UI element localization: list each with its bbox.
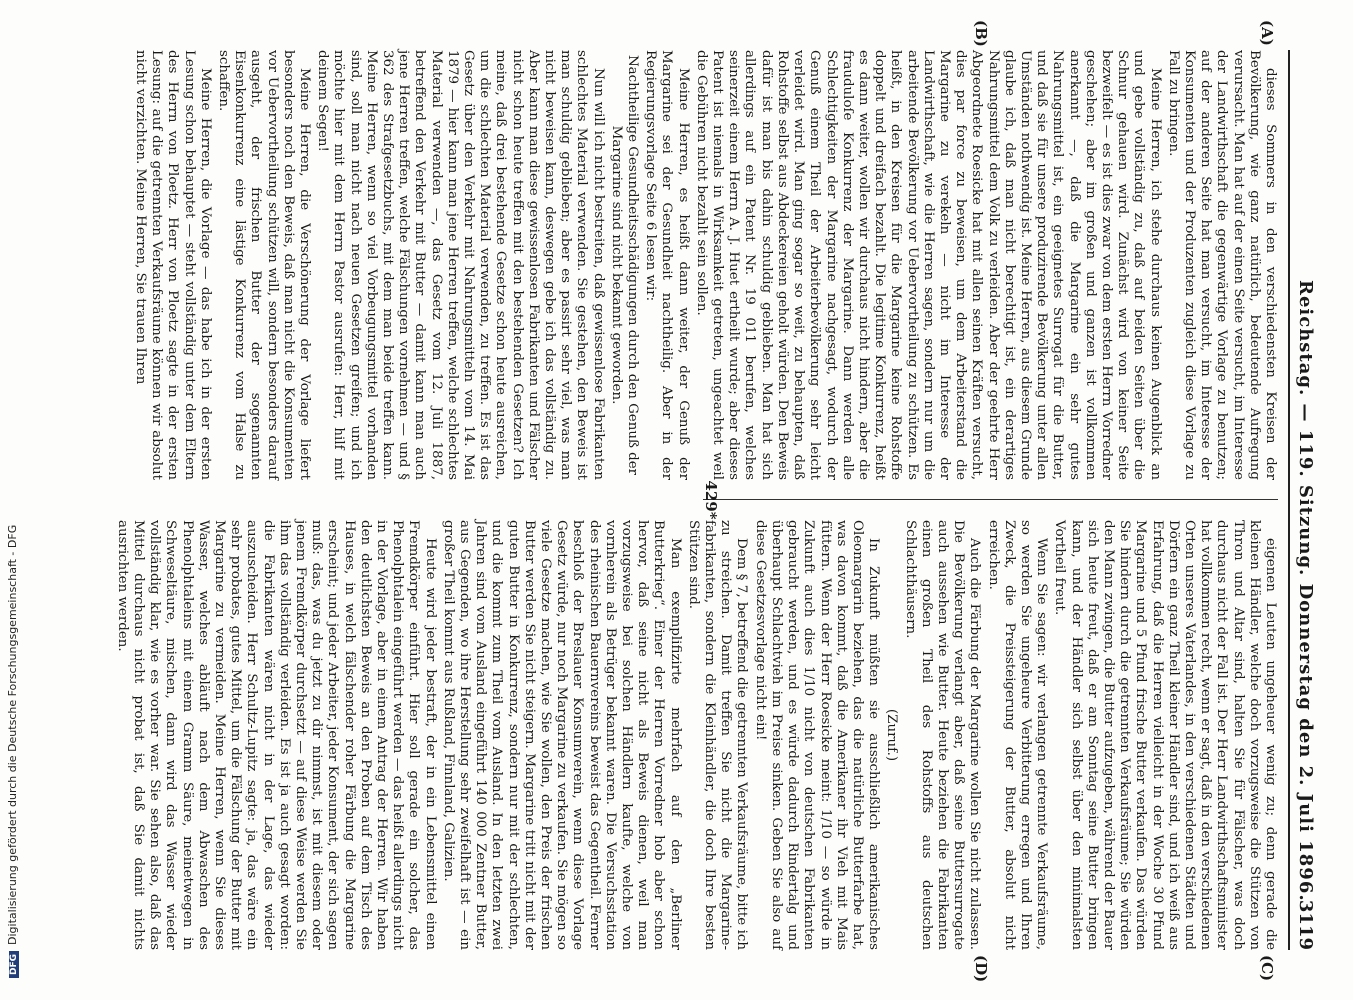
left-paragraph-2: Meine Herren, ich stehe durchaus keinen Augenblick an und gebe vollständig zu, daß auf beiden Seiten über die Schnur gehauen wird. Zunächst wird von keiner Seite bezweifelt — es ist dies zwar von dem ersten Herrn Vorredner geschehen; aber im großen und ganzen ist vollkommen anerkannt —, daß die Margarine ein sehr gutes Nahrungsmittel ist, ein geeignetes Surrogat für die Butter, und daß sie für unsere produzirende Bevölkerung unter allen Umständen nothwendig ist. Meine Herren, aus diesem Grunde glaube ich, daß man nicht berechtigt ist, ein derartiges Nahrungsmittel dem Volk zu verleiden. Aber der geehrte Herr Abgeordnete Roesicke hat mit allen seinen Kräften versucht, dies par force zu beweisen, um dem Arbeiterstand die Margarine zu verekeln — nicht im Interesse der Landwirthschaft, wie die Herren sagen, sondern nur um die arbeitende Bevölkerung vor Uebervortheilung zu schützen. Es heißt, in den Kreisen für die Margarine keine Rohstoffe doppelt und dreifach bezahlt. Die legitime Konkurrenz, heißt es dann weiter, wollen wir durchaus nicht hindern, aber die frauduloſe Konkurrenz der Margarine. Dann werden alle Schlechtigkeiten der Margarine nachgesagt, wodurch der Genuß einem Theil der Arbeiterbevölkerung sehr leicht verleidet wird. Man ging sogar so weit, zu behaupten, daß Rohstoffe selbst aus Abdeckereien geholt würden. Den Beweis dafür ist man bis dahin schuldig geblieben. Man hat sich allerdings auf ein Patent Nr. 19 011 berufen, welches seinerzeit einem Herrn A. J. Huet ertheilt wurde; aber dieses Patent ist niemals in Wirksamkeit getreten, ungeachtet weil die Gebühren nicht bezahlt sein sollen. <box>693 50 1163 480</box>
left-column <box>132 50 1278 480</box>
running-title: Reichstag. — 119. Sitzung. Donnerstag den 2. Juli 1896. <box>1295 280 1316 902</box>
right-paragraph-6: Man exemplifizirte mehrfach auf den „Berliner Butterkrieg“. Einer der Herren Vorredner hob aber schon hervor, daß seine nicht als Beweis dienen, weil man vorzugsweise bei solchen Händlern kaufte, welche von vornherein als Betrüger bekannt waren. Die Versuchsstation des rheinischen Bauernvereins beweist das Gegentheil. Ferner beschloß der Breslauer Konsumverein, wenn diese Vorlage Gesetz würde, nur noch Margarine zu verkaufen. Sie mögen so viele Gesetze machen, wie Sie wollen, den Preis der frischen Butter werden Sie nicht steigern. Margarine tritt nicht mit der guten Butter in Konkurrenz, sondern nur mit der schlechten, und die kommt zum Theil vom Ausland. In den letzten zwei Jahren sind vom Ausland eingeführt 140 000 Zentner Butter, aus Gegenden, wo ihre Herstellung sehr zweifelhaft ist — ein großer Theil kommt aus Rußland, Finnland, Galizien. <box>440 520 683 950</box>
right-paragraph-5: Dem § 7, betreffend die getrennten Verkaufsräume, bitte ich zu streichen. Damit treffen Sie nicht die Margarinefabrikanten, sondern die Kleinhändler, die doch Ihre besten Stützen sind. <box>685 520 750 950</box>
page-number: 3119 <box>1295 899 1316 950</box>
right-paragraph-1: eigenen Leuten ungeheuer wenig zu; denn gerade die kleinen Händler, welche doch vorzugsweise die Stützen von Thron und Altar sind, halten Sie für Fälscher, was doch durchaus nicht der Fall ist. Der Herr Landwirthschaftsminister hat vollkommen recht, wenn er sagt, daß in den verschiedenen Orten unseres Vaterlandes, in den verschiedenen Städten und Dörfern ein ganz Theil kleiner Händler sind, und ich weiß aus Erfahrung, daß die Herren vielleicht in der Woche 30 Pfund Margarine und 5 Pfund frische Butter verkaufen. Das würden Sie hindern durch die getrennten Verkaufsräume; Sie würden den Mann zwingen, die Butter aufzugeben, während der Bauer sich heute freut, daß er am Sonntag seine Butter bringen kann, und der Händler sich selbst über den minimalsten Vortheil freut. <box>1052 520 1278 950</box>
dfg-logo: DFG <box>9 951 19 978</box>
left-paragraph-1: dieses Sommers in den verschiedensten Kreisen der Bevölkerung, wie ganz natürlich, bedeutende Aufregung verursacht. Man hat auf der einen Seite versucht, im Interesse der Landwirthschaft die gegenwärtige Vorlage zu benutzen; auf der anderen Seite hat man versucht, im Interesse der Konsumenten und der Produzenten zugleich diese Vorlage zu Fall zu bringen. <box>1165 50 1278 480</box>
left-paragraph-6: Meine Herren, die Vorlage — das habe ich in der ersten Lesung schon behauptet — steht vollständig unter dem Eltern des Herrn von Ploetz. Herr von Ploetz sagte in der ersten Lesung: auf die getrennten Verkaufsräume können wir absolut nicht verzichten. Meine Herren, Sie trauen Ihren <box>132 50 213 480</box>
left-quote: Nachtheilige Gesundheitsschädigungen durch den Genuß der Margarine sind nicht bekannt geworden. <box>608 54 641 476</box>
column-divider <box>703 499 1278 500</box>
page-content-rotated <box>80 20 1320 983</box>
margin-letter-a: (A) <box>1258 20 1276 46</box>
margin-letter-c: (C) <box>1258 955 1276 982</box>
digitization-footer <box>6 18 22 978</box>
footer-text: Digitalisierung gefördert durch die Deutsche Forschungsgemeinschaft - DFG <box>6 524 19 945</box>
page-header <box>1286 50 1320 950</box>
margin-letter-b: (B) <box>972 20 990 47</box>
margin-letter-d: (D) <box>972 955 990 983</box>
left-paragraph-5: Meine Herren, die Verschönerung der Vorlage liefert besonders noch den Beweis, daß man nicht die Konsumenten vor Uebervortheilung schützen will, sondern besonders darauf ausgeht, der frischen Butter der sogenannten Eisenkonkurrenz eine lästige Konkurrenz vom Halse zu schaffen. <box>216 50 313 480</box>
right-paragraph-7: Heute wird jeder bestraft, der in ein Lebensmittel einen Fremdkörper einführt. Hier soll gerade ein solcher, das Phenolphtalein eingeführt werden — das heißt allerdings nicht in der Vorlage, aber in einem Antrag der Herren. Wir haben den deutlichsten Beweis an den Proben auf dem Tisch des Hauses, in welch fälschender roher Färbung die Margarine erscheint; und jeder Arbeiter, jeder Konsument, der sich sagen muß: das, was du jetzt zu dir nimmst, ist mit diesem oder jenem Fremdkörper durchsetzt — auf diese Weise werden Sie ihm das vollständig verleiden. Es ist ja auch gesagt worden: die Fabrikanten wären nicht in der Lage, das wieder auszuscheiden. Herr Schultz-Lupitz sagte: ja, das wäre ein sehr probates, gutes Mittel, um die Fälschung der Butter mit Margarine zu vermeiden. Meine Herren, wenn Sie dieses Wasser, welches abläuft nach dem Abwaschen des Phenolphtaleins mit einem Gramm Säure, meinetwegen in Schweseltäure, mischen, dann wird das Wasser wieder vollständig klar, wie es vorher war. Sie sehen also, daß das Mittel durchaus nicht probat ist, daß Sie damit nichts ausrichten werden. <box>114 520 438 950</box>
right-column <box>114 520 1278 950</box>
text-columns <box>114 50 1278 950</box>
right-paragraph-2: Wenn Sie sagen: wir verlangen getrennte Verkaufsräume, so werden Sie ungeheure Verbitterung erregen und Ihren Zweck, die Preissteigerung der Butter, absolut nicht erreichen. <box>985 520 1050 950</box>
interjection: (Zuruf.) <box>884 708 900 762</box>
left-paragraph-4: Nun will ich nicht bestreiten, daß gewissenlose Fabrikanten schlechtes Material verwenden. Sie gestehen, den Beweis ist man schuldig geblieben; aber es passirt sehr viel, was man nicht beweisen kann, deswegen gebe ich das vollständig zu. Aber kann man diese gewissenlosen Fabrikanten und Fälscher nicht schon heute treffen mit den bestehenden Gesetzen? Ich meine, daß drei bestehende Gesetze schon heute ausreichen, um die schlechten Material verwenden, zu treffen. Es ist das Gesetz über den Verkehr mit Nahrungsmitteln vom 14. Mai 1879 — hier kann man jene Herren treffen, welche schlechtes Material verwenden —, das Gesetz vom 12. Juli 1887, betreffend den Verkehr mit Butter — damit kann man auch jene Herren treffen, welche Fälschungen vornehmen — und § 362 des Strafgesetzbuchs, mit dem man beide treffen kann. Meine Herren, wenn so viel Vorbeugungsmittel vorhanden sind, soll man nicht nach neuen Gesetzen greifen; und ich möchte hier mit dem Herrn Pastor ausrufen: Herr, hilf mit deinem Segen! <box>315 50 606 480</box>
left-paragraph-3: Meine Herren, es heißt dann weiter, der Genuß der Margarine sei der Gesundheit nachtheilig. Aber in der Regierungsvorlage Seite 6 lesen wir: <box>643 50 691 480</box>
right-paragraph-3: Auch die Färbung der Margarine wollen Sie nicht zulassen. Die Bevölkerung verlangt aber, daß seine Buttersurrogate auch aussehen wie Butter. Heute beziehen die Fabrikanten einen großen Theil des Rohstoffs aus deutschen Schlachthäusern. <box>902 520 983 950</box>
right-paragraph-4: In Zukunft müßten sie ausschließlich amerikanisches Oleomargarin beziehen, das die natürliche Butterfarbe hat, was davon kommt, daß die Amerikaner ihr Vieh mit Mais füttern. Wenn der Herr Roesicke meint: 1/10 — so würde in Zukunft auch dies 1/10 nicht von deutschen Fabrikanten gebraucht werden, und es würde dadurch Rindertalg und überhaupt Schlachtvieh im Preise sinken. Geben Sie also auf diese Gesetzesvorlage nicht ein! <box>752 520 882 950</box>
header-rule <box>1288 50 1290 950</box>
signature-mark: 429* <box>702 480 720 520</box>
